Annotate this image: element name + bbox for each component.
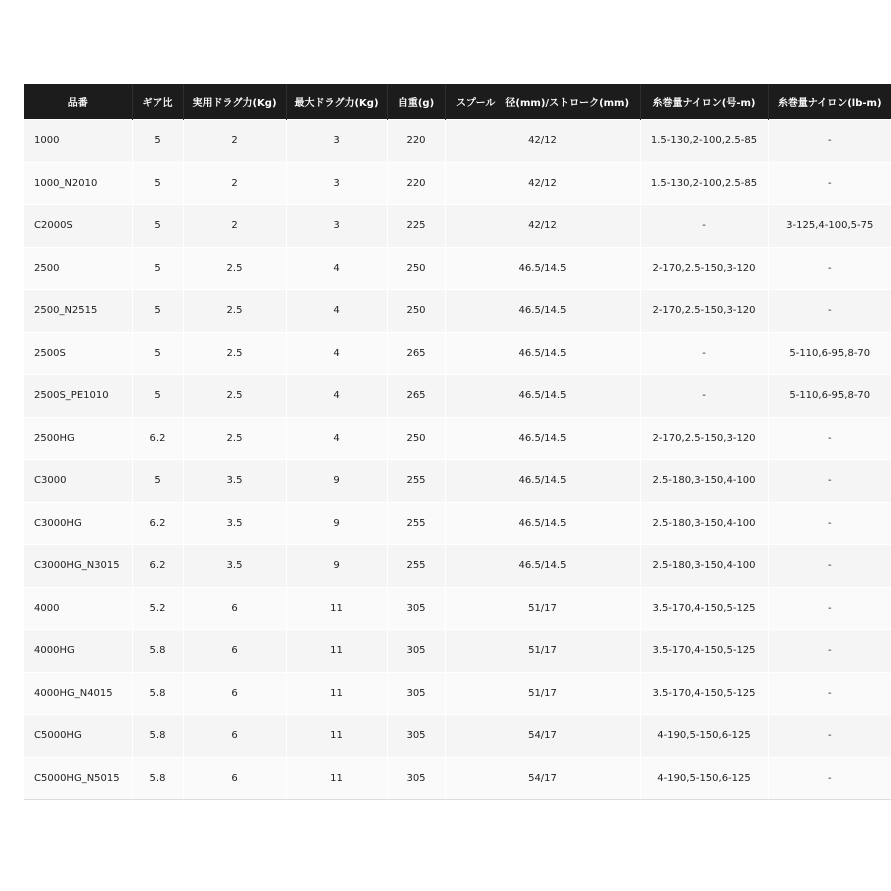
cell-model-number: C2000S <box>24 205 132 248</box>
cell-weight: 255 <box>387 545 445 588</box>
cell-nylon-capacity-go: - <box>640 375 768 418</box>
cell-weight: 305 <box>387 715 445 758</box>
cell-nylon-capacity-go: 2-170,2.5-150,3-120 <box>640 247 768 290</box>
cell-practical-drag: 6 <box>183 672 286 715</box>
cell-model-number: 2500S <box>24 332 132 375</box>
cell-spool: 46.5/14.5 <box>445 460 640 503</box>
cell-model-number: C3000HG <box>24 502 132 545</box>
table-row <box>24 672 891 715</box>
cell-spool: 46.5/14.5 <box>445 247 640 290</box>
cell-max-drag: 3 <box>286 162 387 205</box>
cell-practical-drag: 2 <box>183 120 286 163</box>
cell-model-number: 4000HG_N4015 <box>24 672 132 715</box>
cell-nylon-capacity-go: 2.5-180,3-150,4-100 <box>640 502 768 545</box>
cell-weight: 220 <box>387 120 445 163</box>
cell-gear-ratio: 5.8 <box>132 757 183 800</box>
cell-max-drag: 3 <box>286 205 387 248</box>
cell-nylon-capacity-lb: - <box>768 672 891 715</box>
cell-nylon-capacity-go: - <box>640 205 768 248</box>
table-row <box>24 375 891 418</box>
cell-weight: 305 <box>387 672 445 715</box>
cell-spool: 51/17 <box>445 630 640 673</box>
cell-max-drag: 4 <box>286 247 387 290</box>
cell-max-drag: 11 <box>286 672 387 715</box>
cell-practical-drag: 6 <box>183 715 286 758</box>
cell-model-number: C5000HG <box>24 715 132 758</box>
cell-nylon-capacity-lb: 3-125,4-100,5-75 <box>768 205 891 248</box>
header-cell-practical-drag: 実用ドラグ力(Kg) <box>183 84 286 120</box>
cell-nylon-capacity-lb: - <box>768 715 891 758</box>
cell-gear-ratio: 5 <box>132 332 183 375</box>
cell-weight: 305 <box>387 630 445 673</box>
cell-practical-drag: 2.5 <box>183 332 286 375</box>
cell-weight: 225 <box>387 205 445 248</box>
cell-gear-ratio: 5.8 <box>132 672 183 715</box>
cell-weight: 250 <box>387 247 445 290</box>
cell-nylon-capacity-lb: - <box>768 545 891 588</box>
cell-max-drag: 11 <box>286 587 387 630</box>
cell-nylon-capacity-go: 3.5-170,4-150,5-125 <box>640 672 768 715</box>
cell-practical-drag: 3.5 <box>183 460 286 503</box>
cell-nylon-capacity-lb: - <box>768 290 891 333</box>
cell-model-number: 2500_N2515 <box>24 290 132 333</box>
cell-gear-ratio: 5 <box>132 162 183 205</box>
cell-nylon-capacity-go: 2.5-180,3-150,4-100 <box>640 460 768 503</box>
cell-gear-ratio: 5 <box>132 120 183 163</box>
cell-max-drag: 9 <box>286 460 387 503</box>
table-row <box>24 120 891 163</box>
cell-nylon-capacity-lb: - <box>768 587 891 630</box>
cell-nylon-capacity-go: 2-170,2.5-150,3-120 <box>640 290 768 333</box>
cell-practical-drag: 2 <box>183 205 286 248</box>
cell-practical-drag: 3.5 <box>183 502 286 545</box>
cell-weight: 265 <box>387 332 445 375</box>
cell-nylon-capacity-lb: - <box>768 630 891 673</box>
header-cell-weight: 自重(g) <box>387 84 445 120</box>
cell-practical-drag: 6 <box>183 587 286 630</box>
table-row <box>24 460 891 503</box>
table-row <box>24 332 891 375</box>
cell-spool: 51/17 <box>445 672 640 715</box>
cell-weight: 305 <box>387 587 445 630</box>
cell-model-number: 4000HG <box>24 630 132 673</box>
cell-max-drag: 3 <box>286 120 387 163</box>
table-row <box>24 205 891 248</box>
table-row <box>24 290 891 333</box>
cell-gear-ratio: 6.2 <box>132 417 183 460</box>
cell-spool: 46.5/14.5 <box>445 375 640 418</box>
cell-weight: 255 <box>387 502 445 545</box>
cell-practical-drag: 2 <box>183 162 286 205</box>
cell-model-number: 2500HG <box>24 417 132 460</box>
cell-spool: 46.5/14.5 <box>445 290 640 333</box>
cell-gear-ratio: 5 <box>132 205 183 248</box>
table-body <box>24 120 891 800</box>
cell-max-drag: 9 <box>286 545 387 588</box>
cell-nylon-capacity-lb: - <box>768 120 891 163</box>
cell-spool: 46.5/14.5 <box>445 545 640 588</box>
cell-nylon-capacity-lb: 5-110,6-95,8-70 <box>768 332 891 375</box>
table-header <box>24 84 891 120</box>
cell-practical-drag: 2.5 <box>183 417 286 460</box>
cell-gear-ratio: 5.2 <box>132 587 183 630</box>
cell-nylon-capacity-lb: 5-110,6-95,8-70 <box>768 375 891 418</box>
cell-max-drag: 11 <box>286 715 387 758</box>
cell-max-drag: 4 <box>286 332 387 375</box>
table-row <box>24 247 891 290</box>
header-cell-model-number: 品番 <box>24 84 132 120</box>
cell-max-drag: 4 <box>286 417 387 460</box>
cell-model-number: 2500S_PE1010 <box>24 375 132 418</box>
cell-nylon-capacity-go: 1.5-130,2-100,2.5-85 <box>640 120 768 163</box>
table-row <box>24 162 891 205</box>
cell-gear-ratio: 6.2 <box>132 502 183 545</box>
cell-max-drag: 4 <box>286 375 387 418</box>
cell-max-drag: 4 <box>286 290 387 333</box>
cell-nylon-capacity-lb: - <box>768 757 891 800</box>
cell-practical-drag: 2.5 <box>183 247 286 290</box>
table-row <box>24 630 891 673</box>
cell-weight: 220 <box>387 162 445 205</box>
cell-spool: 46.5/14.5 <box>445 502 640 545</box>
cell-gear-ratio: 5 <box>132 375 183 418</box>
cell-nylon-capacity-lb: - <box>768 247 891 290</box>
cell-gear-ratio: 5.8 <box>132 715 183 758</box>
cell-model-number: 1000 <box>24 120 132 163</box>
cell-weight: 250 <box>387 417 445 460</box>
cell-model-number: 4000 <box>24 587 132 630</box>
cell-gear-ratio: 5 <box>132 290 183 333</box>
cell-practical-drag: 2.5 <box>183 375 286 418</box>
table-row <box>24 757 891 800</box>
cell-nylon-capacity-lb: - <box>768 460 891 503</box>
header-cell-spool: スプール 径(mm)/ストローク(mm) <box>445 84 640 120</box>
cell-spool: 51/17 <box>445 587 640 630</box>
cell-max-drag: 11 <box>286 630 387 673</box>
cell-nylon-capacity-lb: - <box>768 502 891 545</box>
cell-nylon-capacity-lb: - <box>768 417 891 460</box>
cell-model-number: C3000HG_N3015 <box>24 545 132 588</box>
cell-gear-ratio: 5 <box>132 460 183 503</box>
cell-practical-drag: 3.5 <box>183 545 286 588</box>
cell-nylon-capacity-go: 4-190,5-150,6-125 <box>640 715 768 758</box>
cell-weight: 255 <box>387 460 445 503</box>
cell-spool: 54/17 <box>445 757 640 800</box>
cell-nylon-capacity-go: 2-170,2.5-150,3-120 <box>640 417 768 460</box>
cell-nylon-capacity-lb: - <box>768 162 891 205</box>
cell-gear-ratio: 5.8 <box>132 630 183 673</box>
cell-nylon-capacity-go: - <box>640 332 768 375</box>
cell-model-number: 1000_N2010 <box>24 162 132 205</box>
cell-practical-drag: 6 <box>183 630 286 673</box>
table-row <box>24 417 891 460</box>
header-row <box>24 84 891 120</box>
cell-weight: 265 <box>387 375 445 418</box>
cell-nylon-capacity-go: 3.5-170,4-150,5-125 <box>640 587 768 630</box>
table-row <box>24 587 891 630</box>
header-cell-max-drag: 最大ドラグ力(Kg) <box>286 84 387 120</box>
table-row <box>24 715 891 758</box>
cell-model-number: 2500 <box>24 247 132 290</box>
cell-spool: 46.5/14.5 <box>445 332 640 375</box>
cell-weight: 250 <box>387 290 445 333</box>
cell-gear-ratio: 5 <box>132 247 183 290</box>
cell-practical-drag: 6 <box>183 757 286 800</box>
cell-spool: 54/17 <box>445 715 640 758</box>
table-row <box>24 545 891 588</box>
table-row <box>24 502 891 545</box>
cell-spool: 46.5/14.5 <box>445 417 640 460</box>
cell-nylon-capacity-go: 1.5-130,2-100,2.5-85 <box>640 162 768 205</box>
header-cell-nylon-capacity-lb: 糸巻量ナイロン(lb-m) <box>768 84 891 120</box>
cell-spool: 42/12 <box>445 120 640 163</box>
header-cell-nylon-capacity-go: 糸巻量ナイロン(号-m) <box>640 84 768 120</box>
header-cell-gear-ratio: ギア比 <box>132 84 183 120</box>
spec-table <box>24 84 891 800</box>
cell-model-number: C3000 <box>24 460 132 503</box>
cell-max-drag: 11 <box>286 757 387 800</box>
cell-practical-drag: 2.5 <box>183 290 286 333</box>
cell-model-number: C5000HG_N5015 <box>24 757 132 800</box>
cell-nylon-capacity-go: 2.5-180,3-150,4-100 <box>640 545 768 588</box>
cell-spool: 42/12 <box>445 205 640 248</box>
cell-nylon-capacity-go: 4-190,5-150,6-125 <box>640 757 768 800</box>
cell-nylon-capacity-go: 3.5-170,4-150,5-125 <box>640 630 768 673</box>
cell-gear-ratio: 6.2 <box>132 545 183 588</box>
cell-weight: 305 <box>387 757 445 800</box>
spec-table-container <box>24 84 891 800</box>
cell-spool: 42/12 <box>445 162 640 205</box>
cell-max-drag: 9 <box>286 502 387 545</box>
